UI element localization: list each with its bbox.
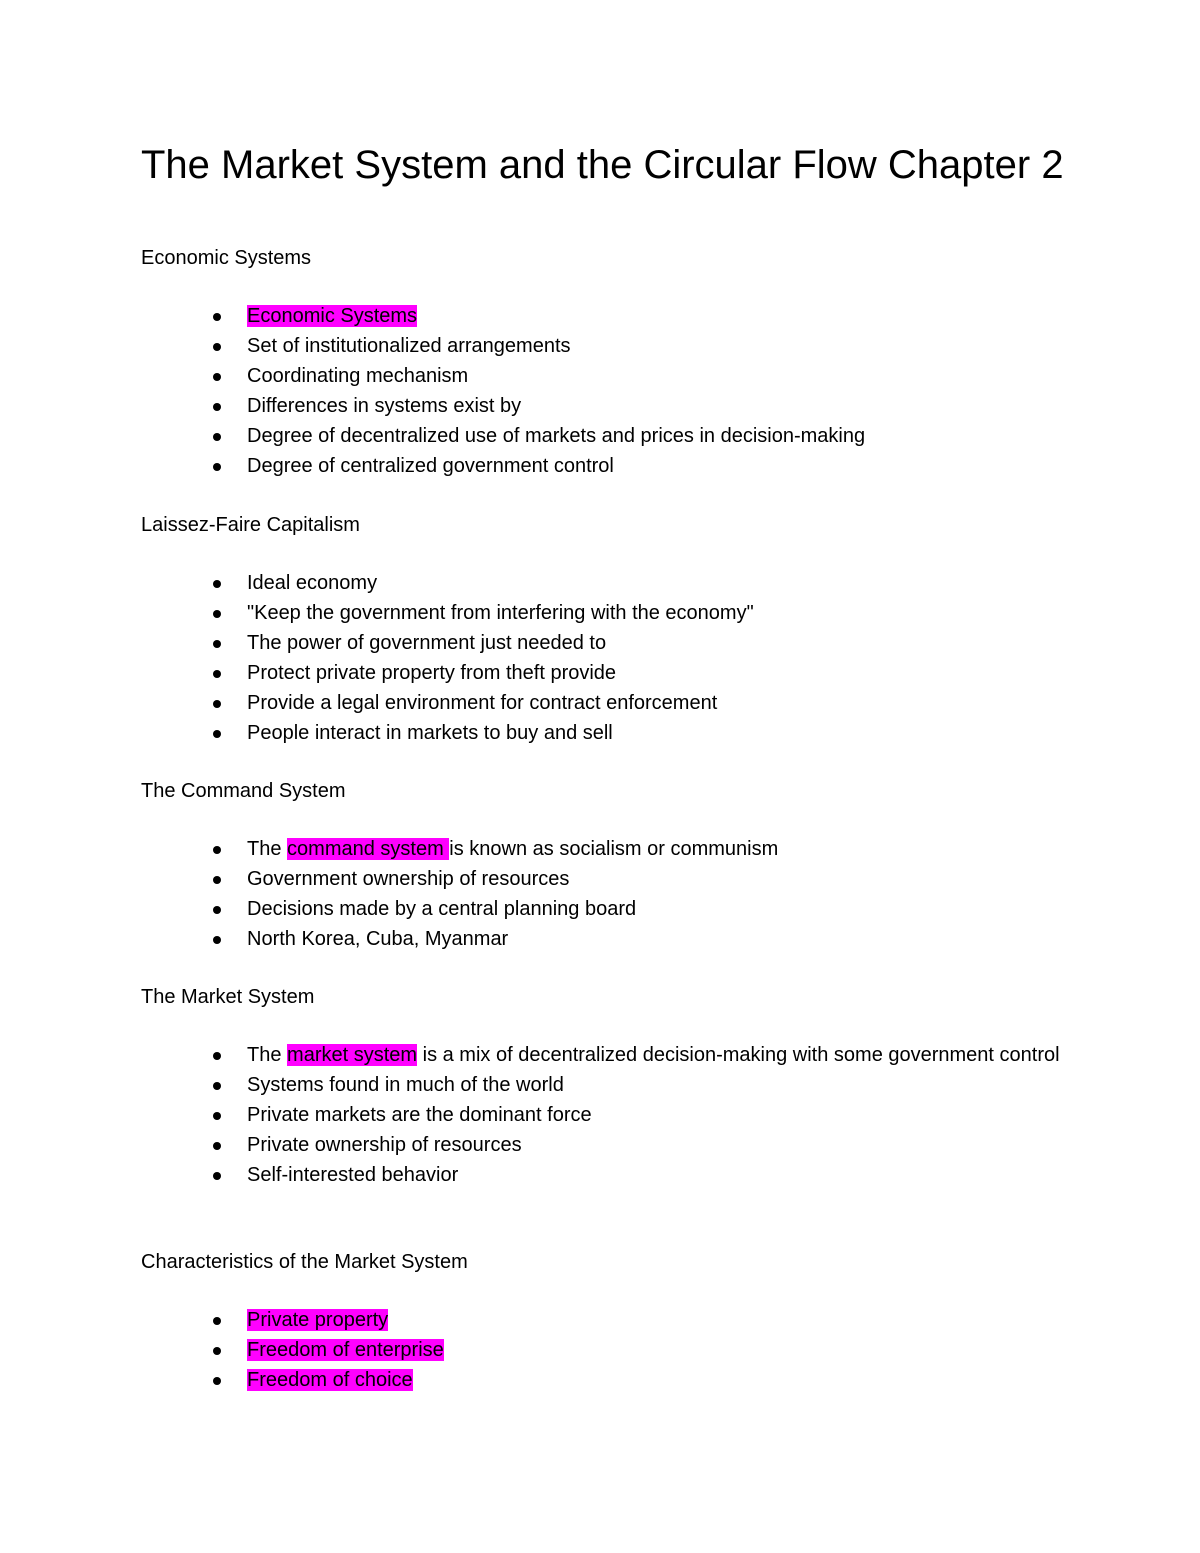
section-heading: Laissez-Faire Capitalism [141,514,360,536]
list-item: Protect private property from theft provide [141,658,1071,688]
section-command-system [141,776,1071,954]
section-heading: Economic Systems [141,247,312,269]
section-laissez-faire [141,510,1071,748]
section-market-characteristics [141,1247,1071,1395]
list-item: Private markets are the dominant force [141,1100,1071,1130]
section-heading: Characteristics of the Market System [141,1251,468,1273]
list-item [141,301,1071,331]
bullet-list [141,834,1071,954]
bullet-list [141,301,1071,481]
list-item: Degree of centralized government control [141,451,1071,481]
bullet-list [141,1040,1071,1190]
highlighted-text: command system [287,838,450,860]
list-item: People interact in markets to buy and sell [141,718,1071,748]
list-item: Provide a legal environment for contract enforcement [141,688,1071,718]
list-item: Differences in systems exist by [141,391,1071,421]
list-item: Ideal economy [141,568,1071,598]
highlighted-text: Private property [247,1309,389,1331]
section-market-system [141,982,1071,1190]
document-title: The Market System and the Circular Flow Chapter 2 [141,143,1064,187]
list-item [141,1335,1071,1365]
highlighted-text: market system [287,1044,418,1066]
highlighted-text: Economic Systems [247,305,418,327]
list-item: The market system is a mix of decentralized decision-making with some government control [141,1040,1071,1070]
list-item: Systems found in much of the world [141,1070,1071,1100]
highlighted-text: Freedom of choice [247,1369,413,1391]
list-item: Decisions made by a central planning board [141,894,1071,924]
list-item: Set of institutionalized arrangements [141,331,1071,361]
bullet-list [141,568,1071,748]
list-item: The command system is known as socialism or communism [141,834,1071,864]
section-heading: The Market System [141,986,315,1008]
list-item: North Korea, Cuba, Myanmar [141,924,1071,954]
section-heading: The Command System [141,780,346,802]
list-item: Private ownership of resources [141,1130,1071,1160]
list-item [141,1365,1071,1395]
list-item: Coordinating mechanism [141,361,1071,391]
list-item: Government ownership of resources [141,864,1071,894]
list-item: Degree of decentralized use of markets and prices in decision-making [141,421,1071,451]
bullet-list [141,1305,1071,1395]
highlighted-text: Freedom of enterprise [247,1339,444,1361]
list-item: "Keep the government from interfering with the economy" [141,598,1071,628]
list-item [141,1305,1071,1335]
section-economic-systems [141,243,1071,481]
list-item: Self-interested behavior [141,1160,1071,1190]
list-item: The power of government just needed to [141,628,1071,658]
